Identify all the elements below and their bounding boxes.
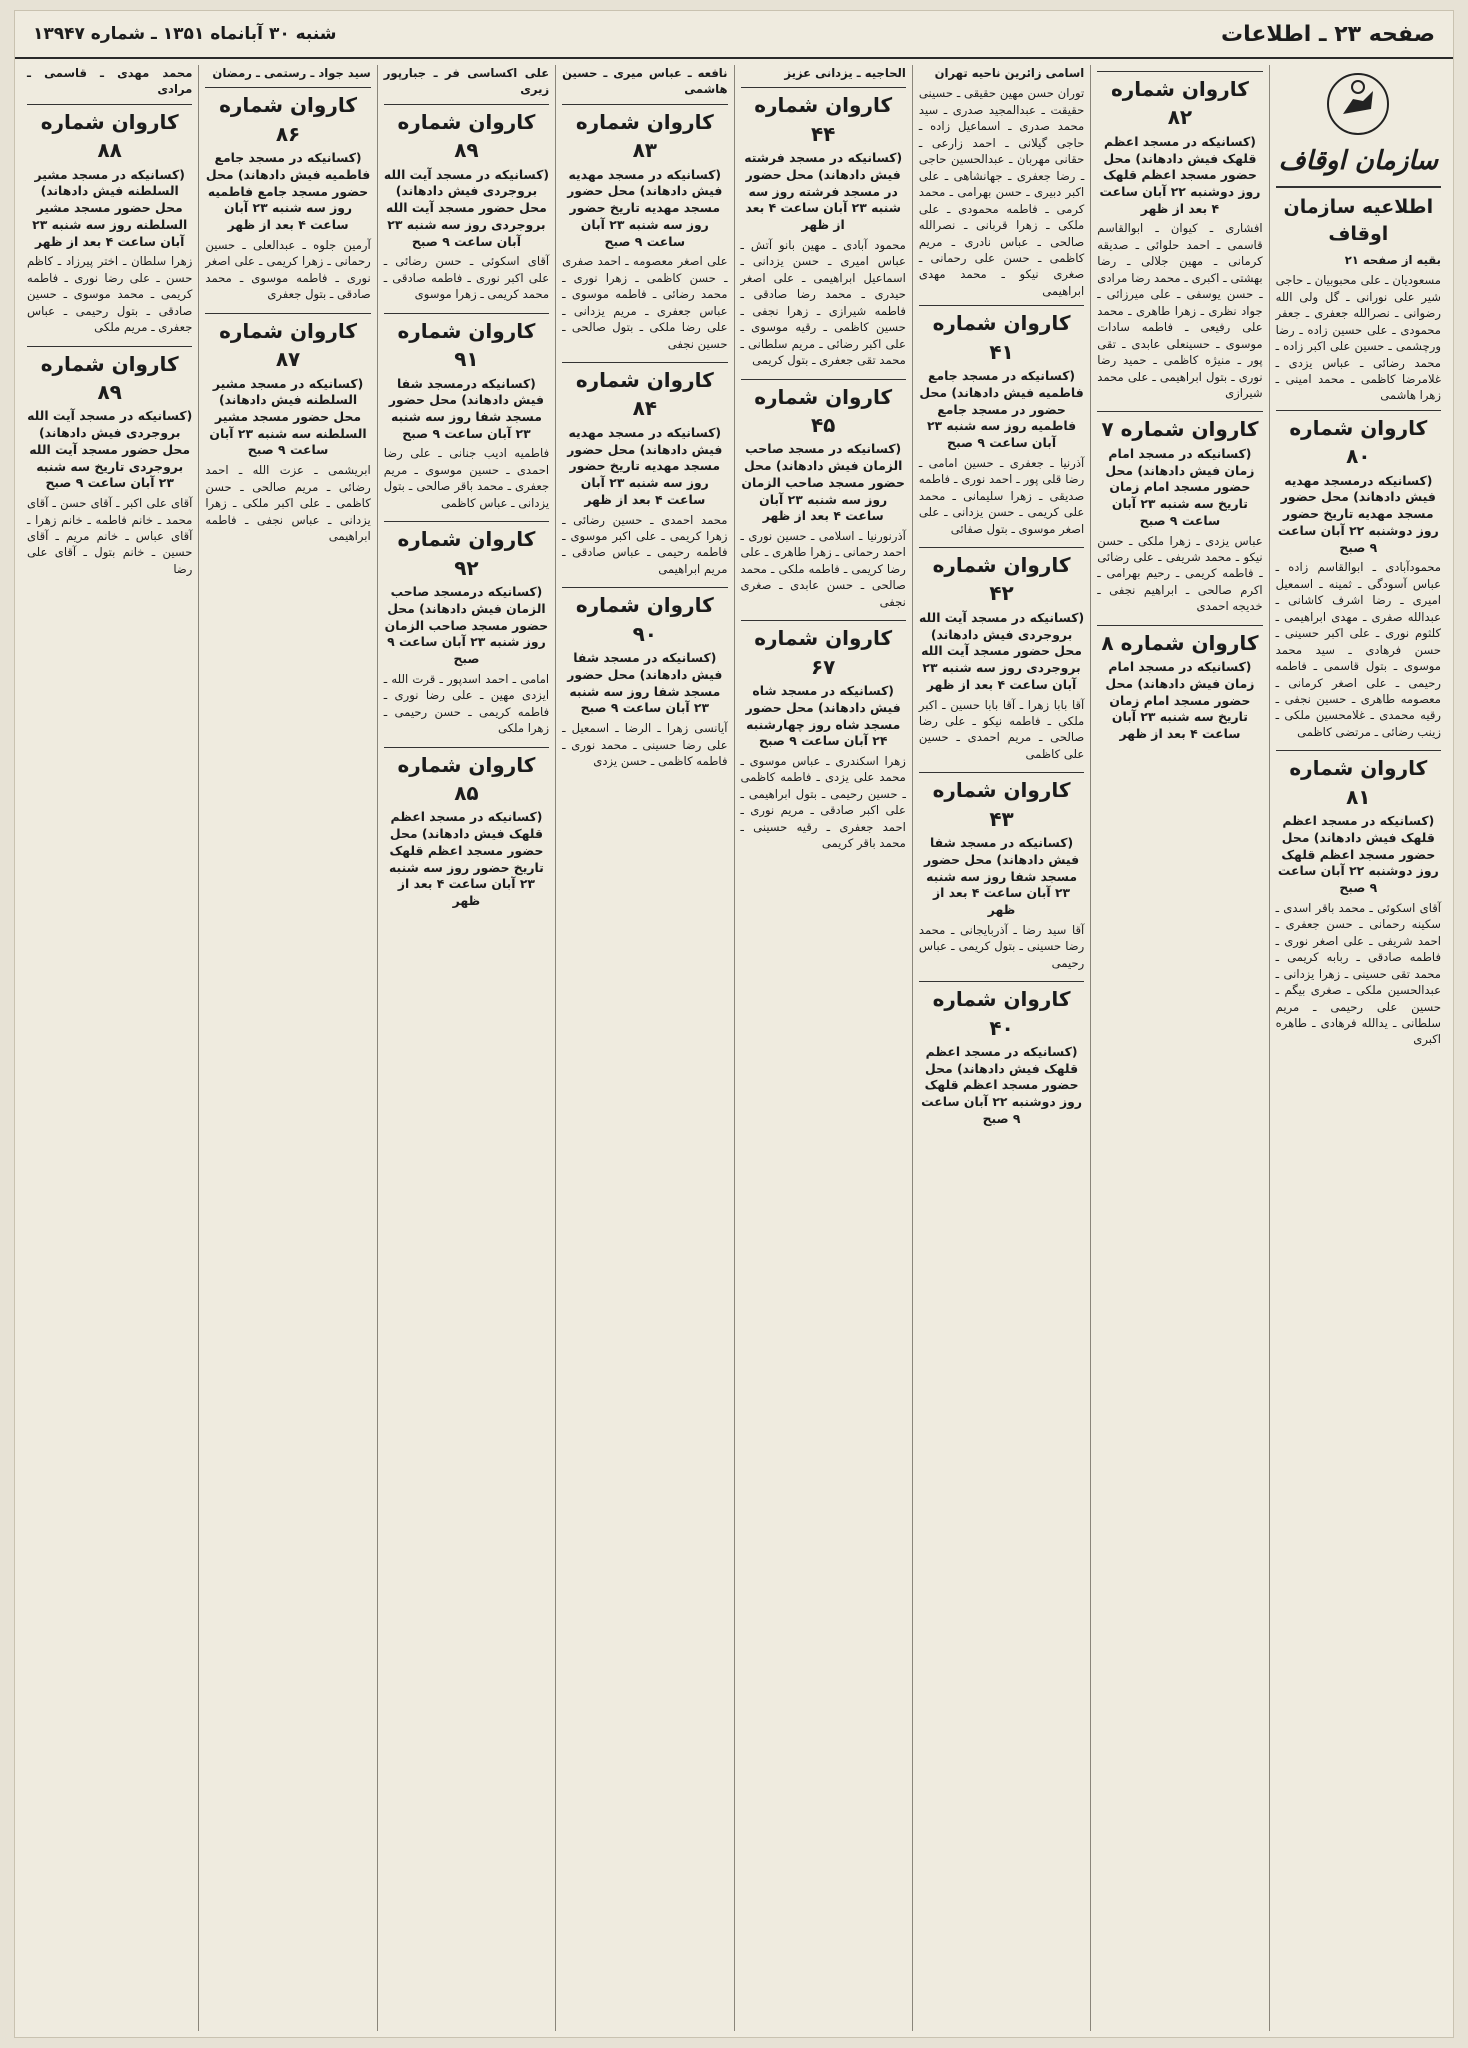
caravan-title: کاروان شماره ۸ xyxy=(1097,625,1262,657)
caravan-info: (کسانیکه در مسجد اعظم قلهک فیش دادهاند) محل حضور مسجد اعظم قلهک روز دوشنبه ۲۲ آبان ساعت ۹ صبح xyxy=(1277,813,1439,896)
newspaper-page xyxy=(14,10,1454,2038)
caravan-title: کاروان شماره ۴۱ xyxy=(919,305,1084,366)
column-4 xyxy=(734,65,912,2031)
caravan-block xyxy=(1097,625,1262,743)
caravan-block xyxy=(562,104,727,352)
caravan-title: کاروان شماره ۸۰ xyxy=(1276,410,1441,471)
caravan-info: (کسانیکه در مسجد امام زمان فیش دادهاند) محل حضور مسجد امام زمان تاریخ سه شنبه ۲۳ آبان ساعت ۴ بعد از ظهر xyxy=(1105,659,1255,742)
caravan-info: (کسانیکه در مسجد مهدیه فیش دادهاند) محل حضور مسجد مهدیه تاریخ حضور روز سه شنبه ۲۳ آبان ساعت ۹ صبح xyxy=(567,166,723,249)
caravan-block xyxy=(919,772,1084,971)
caravan-title: کاروان شماره ۹۲ xyxy=(384,521,549,582)
caravan-info: (کسانیکه در مسجد شفا فیش دادهاند) محل حضور مسجد شفا روز سه شنبه ۲۳ آبان ساعت ۹ صبح xyxy=(567,650,723,716)
caravan-info: (کسانیکه در مسجد اعظم قلهک فیش دادهاند) محل حضور مسجد اعظم قلهک روز دوشنبه ۲۲ آبان ساعت ۹ صبح xyxy=(921,1043,1082,1126)
caravan-title: کاروان شماره ۸۷ xyxy=(205,313,370,374)
caravan-block xyxy=(205,87,370,302)
page-header xyxy=(15,11,1453,59)
columns-container xyxy=(21,65,1447,2031)
column-intro: سید جواد ـ رستمی ـ رمضان xyxy=(212,66,371,80)
column-5 xyxy=(555,65,733,2031)
caravan-info: (کسانیکه در مسجد شفا فیش دادهاند) محل حضور مسجد شفا روز سه شنبه ۲۳ آبان ساعت ۴ بعد از ظهر xyxy=(924,835,1080,918)
names-list: آقای علی اکبر ـ آقای حسن ـ آقای محمد ـ خانم فاطمه ـ خانم زهرا ـ آقای عباس ـ خانم مریم ـ آقای حسین ـ خانم بتول ـ آقای علی رضا xyxy=(27,496,193,576)
caravan-block xyxy=(562,587,727,769)
caravan-block xyxy=(384,521,549,736)
caravan-title: کاروان شماره ۴۴ xyxy=(741,87,906,148)
caravan-title: کاروان شماره ۸۶ xyxy=(205,87,370,148)
caravan-block xyxy=(562,362,727,577)
caravan-title: کاروان شماره ۴۵ xyxy=(741,379,906,440)
names-list: زهرا سلطان ـ اختر پیرزاد ـ کاظم حسن ـ علی رضا نوری ـ فاطمه کریمی ـ محمد موسوی ـ حسین صادقی ـ بتول رحیمی ـ عباس جعفری ـ مریم ملکی xyxy=(27,254,193,335)
caravan-info: (کسانیکه در مسجد شاه فیش دادهاند) محل حضور مسجد شاه روز چهارشنبه ۲۴ آبان ساعت ۹ صبح xyxy=(745,683,901,749)
names-list: محمد احمدی ـ حسین رضائی ـ زهرا کریمی ـ علی اکبر موسوی ـ فاطمه رحیمی ـ عباس صادقی ـ مریم ابراهیمی xyxy=(562,512,728,576)
names-list: امامی ـ احمد اسدپور ـ قرت الله ـ ایزدی مهین ـ علی رضا نوری ـ فاطمه کریمی ـ حسن رحیمی ـ زهرا ملکی xyxy=(383,671,550,736)
column-1 xyxy=(1269,65,1447,2031)
column-intro: محمد مهدی ـ قاسمی ـ مرادی xyxy=(27,66,193,97)
column-7 xyxy=(198,65,376,2031)
caravan-title: کاروان شماره ۴۰ xyxy=(919,981,1084,1042)
caravan-title: کاروان شماره ۹۰ xyxy=(562,587,727,648)
names-list: علی اصغر معصومه ـ احمد صفری ـ حسن کاظمی ـ زهرا نوری ـ محمد رضائی ـ فاطمه موسوی ـ عباس جعفری ـ مریم یزدانی ـ علی رضا ملکی ـ بتول صالحی ـ حسین نجفی xyxy=(562,254,728,351)
caravan-title: کاروان شماره ۸۱ xyxy=(1276,750,1441,811)
names-list: آقای اسکوئی ـ حسن رضائی ـ علی اکبر نوری ـ فاطمه صادقی ـ محمد کریمی ـ زهرا موسوی xyxy=(383,254,550,302)
caravan-info: (کسانیکه درمسجد شفا فیش دادهاند) محل حضور مسجد شفا روز سه شنبه ۲۳ آبان ساعت ۹ صبح xyxy=(388,375,544,441)
caravan-block xyxy=(741,87,906,368)
caravan-title: کاروان شماره ۸۳ xyxy=(562,104,727,165)
caravan-info: (کسانیکه در مسجد مشیر السلطنه فیش دادهاند) محل حضور مسجد مشیر السلطنه روز سه شنبه ۲۳ آبان ساعت ۴ بعد از ظهر xyxy=(32,166,188,249)
column-2 xyxy=(1090,65,1268,2031)
column-intro: نافعه ـ عباس میری ـ حسین هاشمی xyxy=(562,66,728,97)
caravan-title: کاروان شماره ۷ xyxy=(1097,411,1262,443)
names-list: آرمین جلوه ـ عبدالعلی ـ حسین رحمانی ـ زهرا کریمی ـ علی اصغر نوری ـ فاطمه موسوی ـ محمد صادقی ـ بتول جعفری xyxy=(205,237,371,302)
names-list: مسعودیان ـ علی محبوبیان ـ حاجی شیر علی نورانی ـ گل ولی الله رضوانی ـ نصرالله جعفری ـ جعفر محمودی ـ علی حسین زاده ـ رضا ورچشمی ـ حسین علی اکبر زاده ـ محمد رضائی ـ عباس یزدی ـ غلامرضا کاظمی ـ محمد امینی ـ زهرا هاشمی xyxy=(1275,273,1441,403)
caravan-block xyxy=(27,104,192,336)
column-intro: اسامی زائرین ناحیه تهران xyxy=(934,66,1085,80)
organization-header xyxy=(1276,65,1441,188)
caravan-info: (کسانیکه در مسجد مشیر السلطنه فیش دادهاند) محل حضور مسجد مشیر السلطنه سه شنبه ۲۳ آبان ساعت ۹ صبح xyxy=(209,375,367,458)
caravan-block xyxy=(205,313,370,545)
caravan-info: (کسانیکه درمسجد صاحب الزمان فیش دادهاند) محل حضور مسجد صاحب الزمان روز شنبه ۲۳ آبان ساعت ۹ صبح xyxy=(384,584,549,666)
lion-emblem-icon xyxy=(1323,69,1393,139)
names-list: محمود آبادی ـ مهین بانو آتش ـ عباس امیری ـ حسن یزدانی ـ اسماعیل ابراهیمی ـ علی اصغر حیدری ـ محمد رضا صادقی ـ فاطمه شیرازی ـ زهرا نجفی ـ حسین کاظمی ـ رقیه موسوی ـ علی اکبر رضائی ـ مریم سلطانی ـ محمد تقی جعفری ـ بتول کریمی xyxy=(740,237,906,368)
caravan-info: (کسانیکه در مسجد صاحب الزمان فیش دادهاند) محل حضور مسجد صاحب الزمان روز سه شنبه ۲۳ آبان ساعت ۴ بعد از ظهر xyxy=(741,441,905,524)
notice-title: اطلاعیه سازمان اوقاف xyxy=(1283,195,1434,245)
caravan-block xyxy=(919,547,1084,762)
names-list: توران حسن مهین حقیقی ـ حسینی حقیقت ـ عبدالمجید صدری ـ سید محمد صدری ـ اسماعیل زاده ـ حاجی گیلانی ـ احمد زارعی ـ حقانی مهربان ـ عبدالحسین حاجی ـ رضا جعفری ـ جهانشاهی ـ علی اکبر دبیری ـ حسن بهرامی ـ محمد کرمی ـ فاطمه محمودی ـ علی ملکی ـ زهرا قربانی ـ نصرالله صالحی ـ عباس نادری ـ مریم کاظمی ـ حسن علی رحمانی ـ صغری نیکو ـ محمد مهدی ابراهیمی xyxy=(918,86,1085,298)
caravan-info: (کسانیکه درمسجد مهدیه فیش دادهاند) محل حضور مسجد مهدیه تاریخ حضور روز دوشنبه ۲۲ آبان ساعت ۹ صبح xyxy=(1277,472,1439,555)
column-intro: بقیه از صفحه ۲۱ xyxy=(1344,252,1441,267)
caravan-block xyxy=(384,747,549,910)
names-list: ابریشمی ـ عزت الله ـ احمد رضائی ـ مریم صالحی ـ حسن کاظمی ـ علی اکبر ملکی ـ زهرا یزدانی ـ عباس نجفی ـ فاطمه ابراهیمی xyxy=(205,463,371,543)
names-list: محمودآبادی ـ ابوالقاسم زاده ـ عباس آسودگی ـ ثمینه ـ اسمعیل امیری ـ رضا اشرف کاشانی ـ عبدالله صفری ـ مهدی ابراهیمی ـ کلثوم نوری ـ علی اکبر حسینی ـ حسن فرهادی ـ سید محمد موسوی ـ بتول قاسمی ـ فاطمه رحیمی ـ علی اصغر کرمانی ـ معصومه طاهری ـ حسین نجفی ـ رقیه محمدی ـ غلامحسین ملکی ـ زینب رضائی ـ مرتضی کاظمی xyxy=(1275,560,1441,739)
names-list: آقا سید رضا ـ آذربایجانی ـ محمد رضا حسینی ـ بتول کریمی ـ عباس رحیمی xyxy=(918,922,1085,970)
caravan-block xyxy=(384,313,549,512)
caravan-info: (کسانیکه در مسجد مهدیه فیش دادهاند) محل حضور مسجد مهدیه تاریخ حضور روز سه شنبه ۲۳ آبان ساعت ۴ بعد از ظهر xyxy=(567,424,723,507)
names-list: آقا بابا زهرا ـ آقا بابا حسین ـ اکبر ملکی ـ فاطمه نیکو ـ علی رضا صالحی ـ مریم احمدی ـ حسین علی کاظمی xyxy=(918,697,1085,761)
caravan-info: (کسانیکه در مسجد آیت الله بروجردی فیش دادهاند) محل حضور مسجد آیت الله بروجردی روز سه شنبه ۲۳ آبان ساعت ۹ صبح xyxy=(383,166,550,249)
caravan-title: کاروان شماره ۸۹ xyxy=(27,346,192,407)
names-list: آذرنیا ـ جعفری ـ حسین امامی ـ رضا قلی پور ـ احمد نوری ـ فاطمه صدیقی ـ زهرا سلیمانی ـ محمد علی کریمی ـ حسن یزدانی ـ علی اصغر موسوی ـ بتول صفائی xyxy=(918,455,1085,536)
caravan-title: کاروان شماره ۹۱ xyxy=(384,313,549,374)
column-3 xyxy=(912,65,1090,2031)
page-number-label: صفحه ۲۳ ـ اطلاعات xyxy=(1220,21,1435,47)
caravan-block xyxy=(27,346,192,578)
names-list: زهرا اسکندری ـ عباس موسوی ـ محمد علی یزدی ـ فاطمه کاظمی ـ حسین رحیمی ـ بتول ابراهیمی ـ علی اکبر صادقی ـ مریم نوری ـ احمد جعفری ـ رقیه حسینی ـ محمد باقر کریمی xyxy=(740,753,906,851)
caravan-block xyxy=(1097,71,1262,401)
caravan-info: (کسانیکه در مسجد آیت الله بروجردی فیش دادهاند) محل حضور مسجد آیت الله بروجردی تاریخ سه شنبه ۲۳ آبان ساعت ۹ صبح xyxy=(27,408,193,491)
caravan-info: (کسانیکه در مسجد جامع فاطمیه فیش دادهاند) محل حضور در مسجد جامع فاطمیه روز سه شنبه ۲۳ آبان ساعت ۹ صبح xyxy=(919,368,1084,451)
caravan-info: (کسانیکه در مسجد فرشته فیش دادهاند) محل حضور در مسجد فرشته روز سه شنبه ۲۳ آبان ساعت ۴ بعد از ظهر xyxy=(744,150,903,233)
caravan-info: (کسانیکه در مسجد جامع فاطمیه فیش دادهاند) محل حضور مسجد جامع فاطمیه روز سه شنبه ۲۳ آبان ساعت ۴ بعد از ظهر xyxy=(205,150,371,233)
names-list: آذرنورنیا ـ اسلامی ـ حسین نوری ـ احمد رحمانی ـ زهرا طاهری ـ علی رضا کریمی ـ فاطمه ملکی ـ محمد صالحی ـ حسن عابدی ـ صغری نجفی xyxy=(740,528,906,609)
caravan-title: کاروان شماره ۸۹ xyxy=(384,104,549,165)
caravan-title: کاروان شماره ۸۵ xyxy=(384,747,549,808)
caravan-block xyxy=(741,620,906,851)
caravan-info: (کسانیکه در مسجد امام زمان فیش دادهاند) محل حضور مسجد امام زمان تاریخ سه شنبه ۲۳ آبان ساعت ۹ صبح xyxy=(1105,445,1255,528)
issue-date-label: شنبه ۳۰ آبانماه ۱۳۵۱ ـ شماره ۱۳۹۴۷ xyxy=(33,24,337,44)
caravan-info: (کسانیکه در مسجد آیت الله بروجردی فیش دادهاند) محل حضور مسجد آیت الله بروجردی روز سه شنبه ۲۳ آبان ساعت ۴ بعد از ظهر xyxy=(918,609,1085,692)
column-intro: علی اکساسی فر ـ جبارپور زیری xyxy=(383,66,550,97)
caravan-title: کاروان شماره ۸۸ xyxy=(27,104,192,165)
caravan-info: (کسانیکه در مسجد اعظم قلهک فیش دادهاند) محل حضور مسجد اعظم قلهک روز دوشنبه ۲۲ آبان ساعت ۴ بعد از ظهر xyxy=(1099,133,1261,216)
names-list: عباس یزدی ـ زهرا ملکی ـ حسن نیکو ـ محمد شریفی ـ علی رضائی ـ فاطمه کریمی ـ رحیم بهرامی ـ اکرم صالحی ـ ابراهیم نجفی ـ خدیجه احمدی xyxy=(1097,533,1263,614)
names-list: آیانسی زهرا ـ الرضا ـ اسمعیل ـ علی رضا حسینی ـ محمد نوری ـ فاطمه کاظمی ـ حسن یزدی xyxy=(562,721,728,768)
caravan-info: (کسانیکه در مسجد اعظم قلهک فیش دادهاند) محل حضور مسجد اعظم قلهک تاریخ حضور روز سه شنبه ۲۳ آبان ساعت ۴ بعد از ظهر xyxy=(389,809,544,908)
caravan-block xyxy=(1276,410,1441,740)
column-intro: الحاجیه ـ یزدانی عزیز xyxy=(784,66,906,80)
organization-name: سازمان اوقاف xyxy=(1278,146,1438,176)
caravan-block xyxy=(741,379,906,611)
names-list: افشاری ـ کیوان ـ ابوالقاسم قاسمی ـ احمد حلوائی ـ صدیقه کرمانی ـ مهین جلالی ـ رضا بهشتی ـ اکبری ـ محمد رضا مرادی ـ حسن یوسفی ـ علی میرزائی ـ جواد نظری ـ زهرا طاهری ـ محمد علی رفیعی ـ فاطمه سادات موسوی ـ حسینعلی عابدی ـ تقی پور ـ منیژه کاظمی ـ حمید رضا نوری ـ بتول ابراهیمی ـ علی محمد شیرازی xyxy=(1097,221,1263,400)
caravan-title: کاروان شماره ۴۲ xyxy=(919,547,1084,608)
column-8 xyxy=(21,65,198,2031)
column-6 xyxy=(377,65,555,2031)
caravan-block xyxy=(1276,750,1441,1048)
caravan-title: کاروان شماره ۴۳ xyxy=(919,772,1084,833)
caravan-block xyxy=(1097,411,1262,614)
names-list: آقای اسکوئی ـ محمد باقر اسدی ـ سکینه رحمانی ـ حسن جعفری ـ احمد شریفی ـ علی اصغر نوری ـ فاطمه صادقی ـ ربابه کریمی ـ محمد تقی حسینی ـ زهرا یزدانی ـ عبدالحسین ملکی ـ صغری بیگم ـ حسین علی رحیمی ـ مریم سلطانی ـ یدالله فرهادی ـ طاهره اکبری xyxy=(1275,900,1441,1047)
names-list: فاطمیه ادیب جنانی ـ علی رضا احمدی ـ حسین موسوی ـ مریم جعفری ـ محمد باقر صالحی ـ بتول یزدانی ـ عباس کاظمی xyxy=(383,446,550,510)
caravan-block xyxy=(919,305,1084,537)
caravan-title: کاروان شماره ۶۷ xyxy=(741,620,906,681)
caravan-title: کاروان شماره ۸۲ xyxy=(1097,71,1262,132)
caravan-block xyxy=(384,104,549,303)
caravan-title: کاروان شماره ۸۴ xyxy=(562,362,727,423)
caravan-block xyxy=(919,981,1084,1127)
